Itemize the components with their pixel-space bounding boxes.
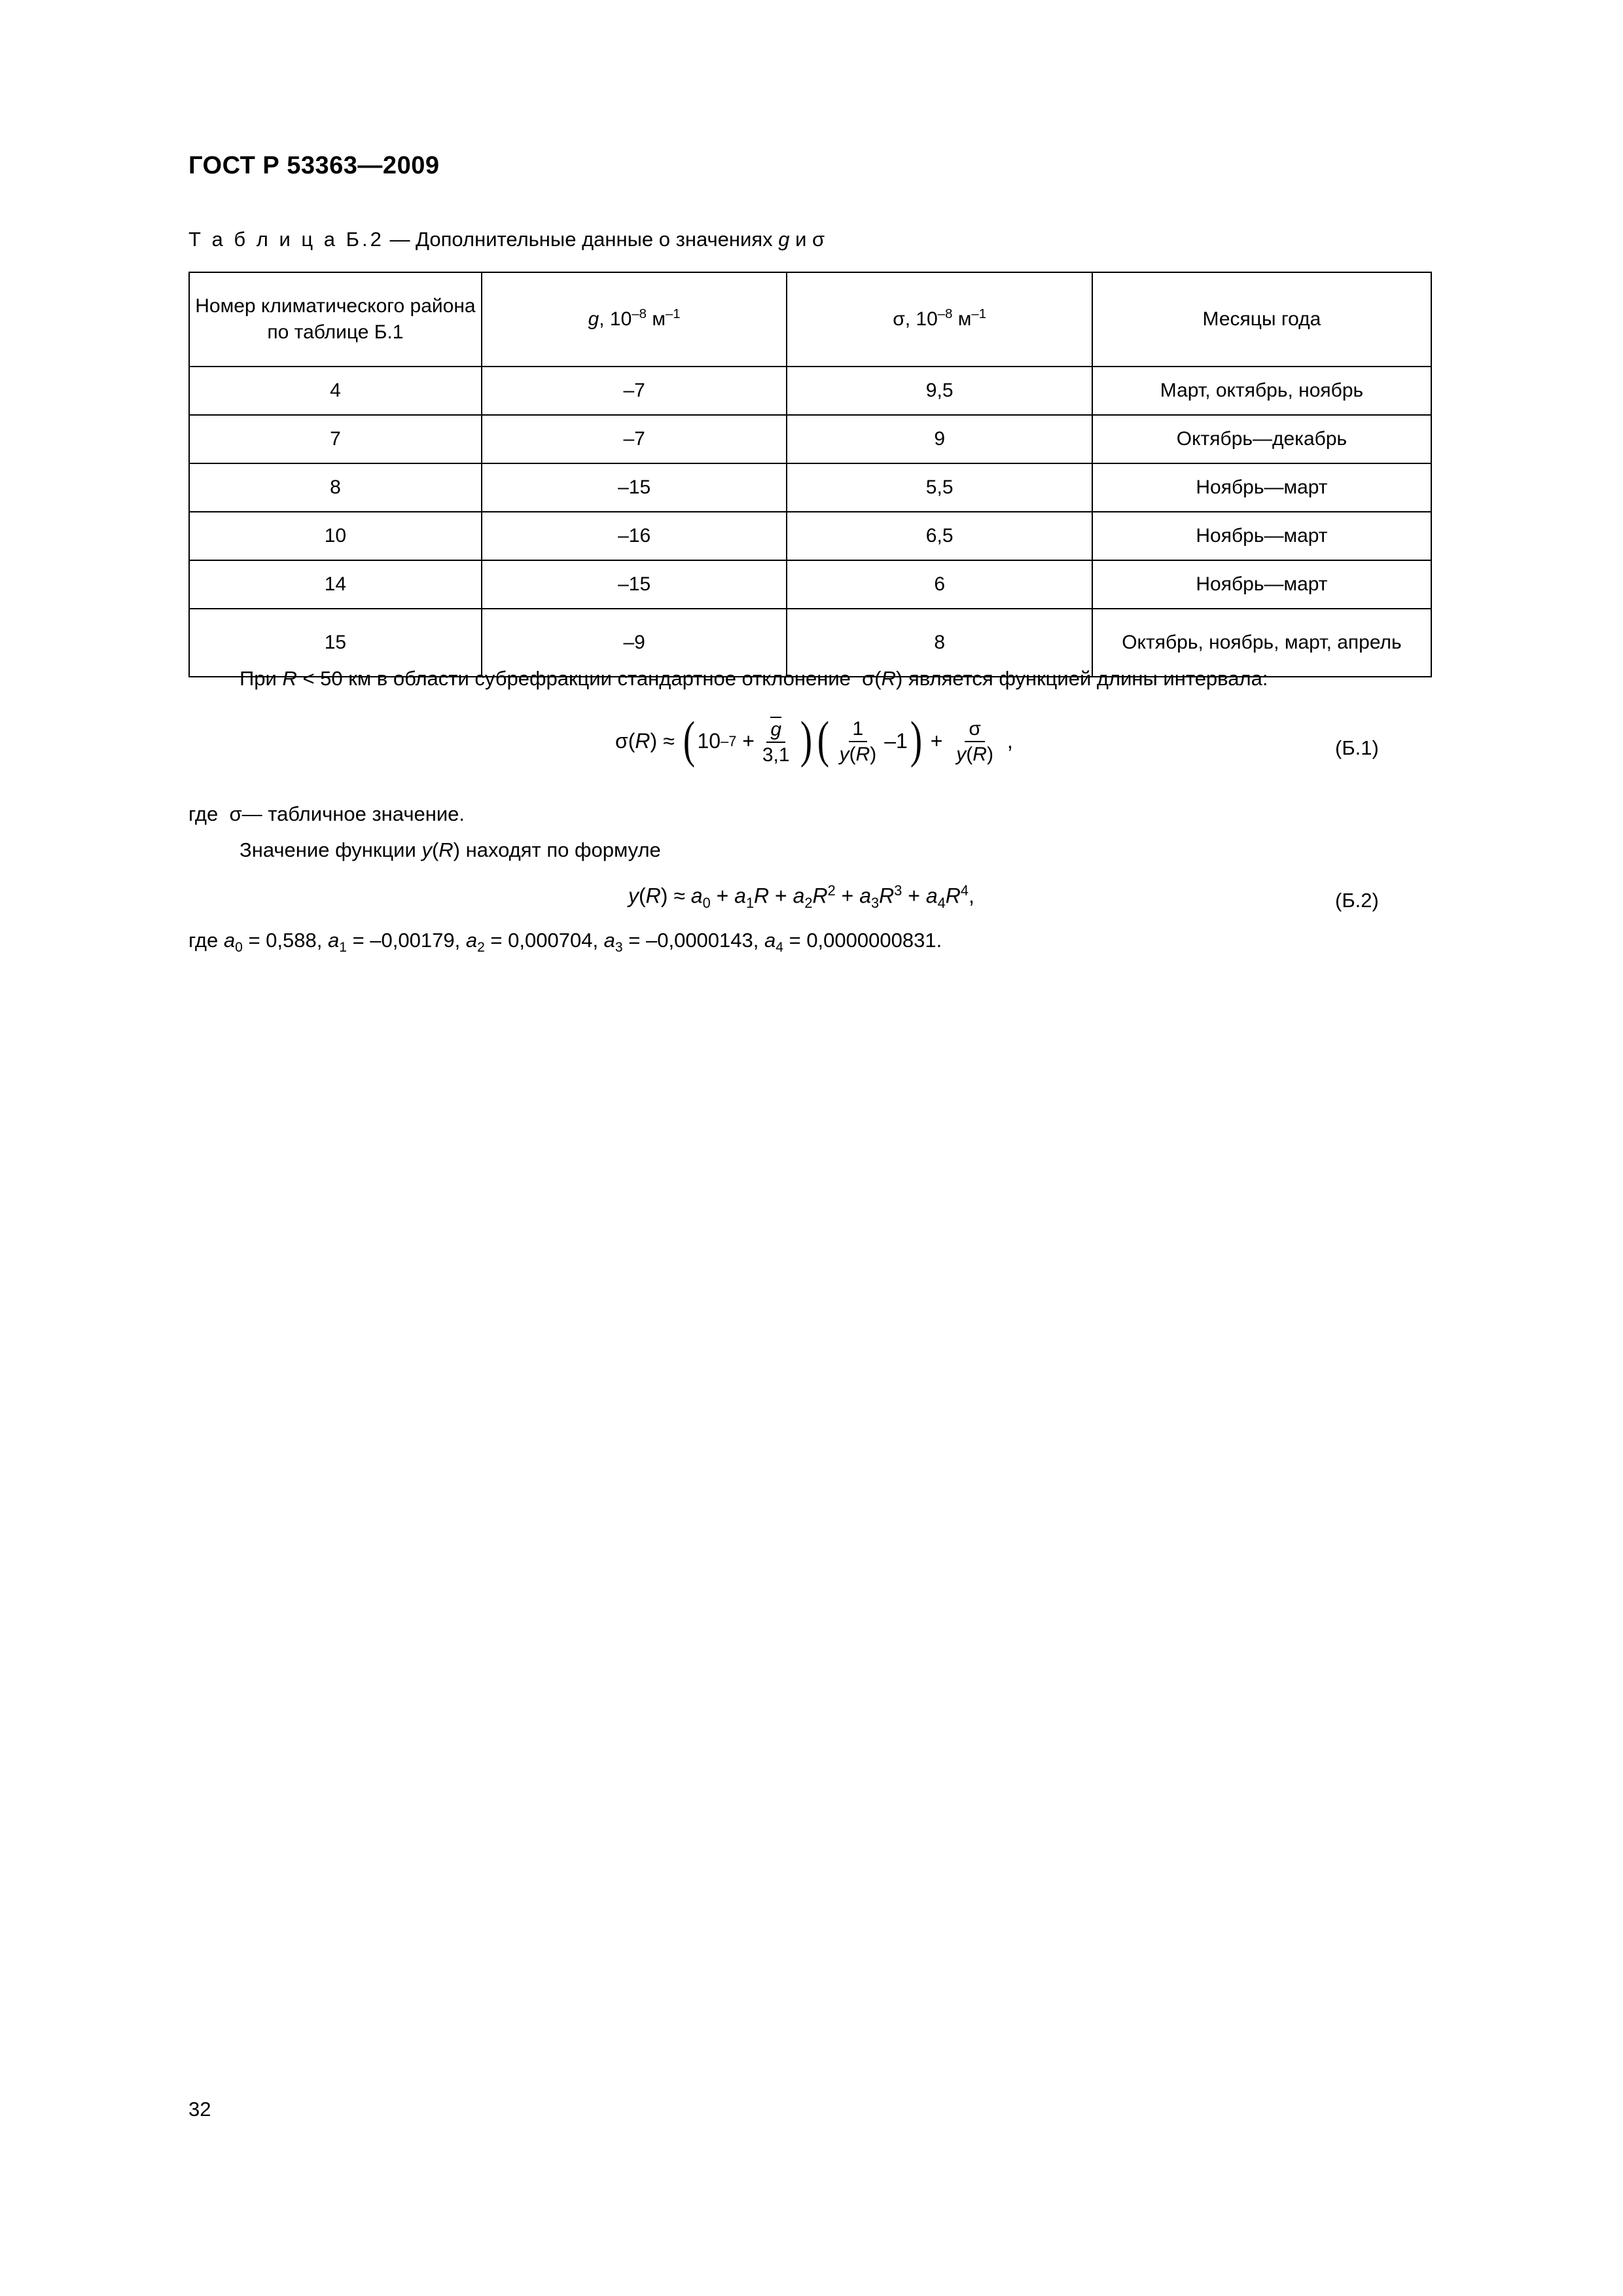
equation-b1: σ( R ) ≈ ( 10 –7 + $\frac{g}{3,1}$ ) ( $\frac{1}{y(R)}$ –1 ) + $\frac{\sigma}{y(R)}$ , — [615, 711, 1013, 768]
cell-sigma: 8 — [787, 609, 1092, 677]
table-caption — [188, 228, 825, 251]
equation-b2-number: (Б.2) — [1335, 889, 1379, 912]
column-header-months: Месяцы года — [1092, 272, 1431, 367]
cell-g: –15 — [482, 560, 787, 609]
table-caption-text: — Дополнительные данные о значениях g и σ — [383, 228, 825, 251]
page-number: 32 — [188, 2098, 211, 2121]
table-row — [189, 560, 1431, 609]
equation-b2: $y(R) \approx a_0 + a_1R + a_2R^2 + a_3R^3 + a_4R^4$, — [628, 882, 974, 912]
cell-months: Март, октябрь, ноябрь — [1092, 367, 1431, 415]
table-row — [189, 367, 1431, 415]
cell-g: –16 — [482, 512, 787, 560]
cell-region: 10 — [189, 512, 482, 560]
cell-months: Ноябрь—март — [1092, 560, 1431, 609]
cell-sigma: 9 — [787, 415, 1092, 463]
cell-g: –9 — [482, 609, 787, 677]
cell-region: 8 — [189, 463, 482, 512]
column-header-sigma: σ, $10^{-8}$ $м^{-1}$ — [787, 272, 1092, 367]
table-row — [189, 415, 1431, 463]
table-row — [189, 463, 1431, 512]
cell-region: 15 — [189, 609, 482, 677]
data-table — [188, 272, 1432, 677]
paragraph-coefficients: где $a_0 = 0,588$, $a_1 = -0,00179$, $a_2 = 0,000704$, $a_3 = -0,0000143$, $a_4 = 0,0000000831$. — [188, 929, 942, 956]
cell-region: 14 — [189, 560, 482, 609]
column-header-g: g, $10^{-8}$ $м^{-1}$ — [482, 272, 787, 367]
paragraph-where-sigma: где σ— табличное значение. — [188, 802, 465, 825]
cell-months: Ноябрь—март — [1092, 463, 1431, 512]
cell-sigma: 6,5 — [787, 512, 1092, 560]
equation-b1-number: (Б.1) — [1335, 736, 1379, 759]
cell-months: Октябрь, ноябрь, март, апрель — [1092, 609, 1431, 677]
cell-sigma: 5,5 — [787, 463, 1092, 512]
table-body — [189, 367, 1431, 677]
cell-g: –7 — [482, 367, 787, 415]
table-row — [189, 512, 1431, 560]
page-title: ГОСТ Р 53363—2009 — [188, 152, 440, 179]
cell-sigma: 9,5 — [787, 367, 1092, 415]
paragraph-subrefraction: При R < 50 км в области субрефракции стандартное отклонение σ(R) является функцией длины интервала: — [240, 667, 1268, 690]
table-header-row — [189, 272, 1431, 367]
cell-g: –15 — [482, 463, 787, 512]
cell-months: Ноябрь—март — [1092, 512, 1431, 560]
cell-region: 7 — [189, 415, 482, 463]
cell-months: Октябрь—декабрь — [1092, 415, 1431, 463]
table-caption-label: Т а б л и ц а Б.2 — [188, 228, 384, 251]
cell-region: 4 — [189, 367, 482, 415]
paragraph-function-y: Значение функции y(R) находят по формуле — [240, 838, 661, 861]
table-header — [189, 272, 1431, 367]
cell-sigma: 6 — [787, 560, 1092, 609]
cell-g: –7 — [482, 415, 787, 463]
column-header-region: Номер климатического района по таблице Б.1 — [189, 272, 482, 367]
